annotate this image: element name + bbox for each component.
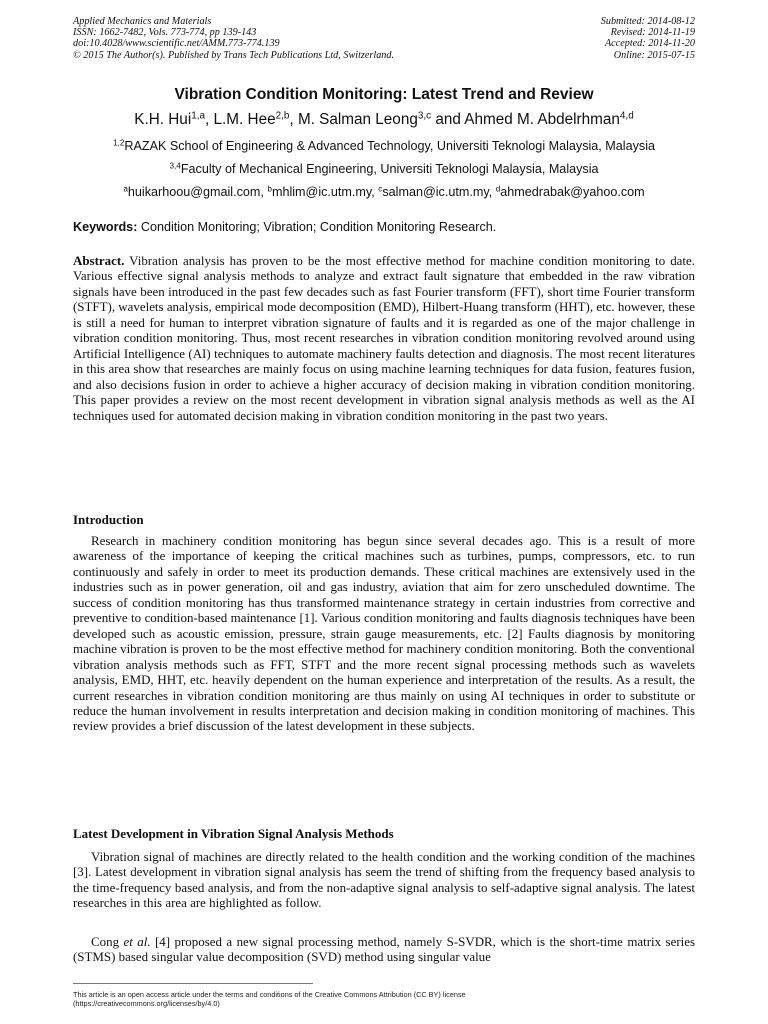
et-al: et al. [123,934,151,949]
affiliation-1 [0,139,768,153]
abstract [73,253,695,423]
doi: doi:10.4028/www.scientific.net/AMM.773-774.139 [73,38,280,50]
affiliation-sup: 3,4 [169,161,181,171]
author-sup: 2,b [275,110,290,122]
section-heading-introduction: Introduction [73,512,144,527]
journal-name: Applied Mechanics and Materials [73,16,212,27]
copyright: © 2015 The Author(s). Published by Trans Tech Publications Ltd, Switzerland. [73,49,395,61]
latest-paragraph-1: Vibration signal of machines are directly related to the health condition and the working condition of the machines [3]. Latest development in vibration signal analysis has seem the trend of shifting from the frequency based analysis to the time-frequency based analysis, and from the non-adaptive signal analysis to self-adaptive signal analysis. The latest researches in this area are highlighted as follow. [73,849,695,911]
author-name: M. Salman Leong [297,111,418,128]
abstract-label: Abstract. [73,253,125,268]
issn: ISSN: 1662-7482, Vols. 773-774, pp 139-143 [73,27,257,39]
email-sup: b [267,184,272,194]
footer-rule [73,983,313,984]
author-name: K.H. Hui [134,111,192,128]
license-line-1: This article is an open access article under the terms and conditions of the Creative Commons Attribution (CC BY) license [73,990,466,999]
abstract-text: Vibration analysis has proven to be the most effective method for machine condition monitoring to date. Various effective signal analysis methods to analyze and extract fault signature that embedded in the raw vibration signals have been introduced in the past few decades such as fast Fourier transform (FFT), short time Fourier transform (STFT), wavelets analysis, empirical mode decomposition (EMD), Hilbert-Huang transform (HHT), etc. however, these is still a need for human to interpret vibration signature of faults and it is regarded as one of the major challenge in vibration condition monitoring. Thus, most recent researches in vibration condition monitoring revolved around using Artificial Intelligence (AI) techniques to automate machinery faults detection and diagnosis. The most recent literatures in this area show that researches are mainly focus on using machine learning techniques for data fusion, features fusion, and also decisions fusion in order to achieve a higher accuracy of decision making in vibration condition monitoring. This paper provides a review on the most recent development in vibration signal analysis methods as well as the AI techniques used for automated decision making in vibration condition monitoring in the past two years. [73,253,695,423]
section-heading-latest-development: Latest Development in Vibration Signal Analysis Methods [73,826,394,841]
author-sup: 3,c [417,110,432,122]
email-sup: a [123,184,128,194]
introduction-paragraph: Research in machinery condition monitoring has begun since several decades ago. This is a result of more awareness of the importance of keeping the critical machines such as turbines, pumps, compressors, etc. to run continuously and safely in order to meet its production demands. These critical machines are extensively used in the industries such as in power generation, oil and gas industry, aviation that aim for zero unscheduled downtime. The success of condition monitoring has thus transformed maintenance strategy in certain industries from corrective and preventive to condition-based maintenance [1]. Various condition monitoring and faults diagnosis techniques have been developed such as acoustic emission, pressure, strain gauge measurements, etc. [2] Faults diagnosis by monitoring machine vibration is proven to be the most effective method for machinery condition monitoring. Both the conventional vibration analysis methods such as FFT, STFT and the more recent signal processing methods such as wavelets analysis, EMD, HHT, etc. heavily dependent on the human experience and interpretation of the results. As a result, the current researches in vibration condition monitoring are thus mainly on using AI techniques in order to substitute or reduce the human involvement in results interpretation and decision making in condition monitoring of machines. This review provides a brief discussion of the latest development in these subjects. [73,533,695,734]
email-d[interactable]: ahmedrabak@yahoo.com [500,185,645,199]
keywords [73,220,695,234]
keywords-text: Condition Monitoring; Vibration; Condition Monitoring Research. [137,220,497,234]
author-sep: , [205,111,214,128]
paper-title: Vibration Condition Monitoring: Latest Trend and Review [174,86,594,103]
keywords-label: Keywords: [73,220,138,234]
email-c[interactable]: salman@ic.utm.my, [382,185,496,199]
submitted-date: Submitted: 2014-08-12 [600,16,695,27]
author-sup: 1,a [191,110,206,122]
affiliation-text: RAZAK School of Engineering & Advanced Technology, Universiti Teknologi Malaysia, Malaysia [124,139,655,153]
author-name: Ahmed M. Abdelrhman [464,111,620,128]
email-a[interactable]: huikarhoou@gmail.com, [127,185,268,199]
accepted-date: Accepted: 2014-11-20 [604,38,695,50]
email-sup: c [378,184,383,194]
affiliation-text: Faculty of Mechanical Engineering, Universiti Teknologi Malaysia, Malaysia [180,162,599,176]
email-sup: d [495,184,501,194]
author-sep: , [289,111,298,128]
revised-date: Revised: 2014-11-19 [610,27,695,39]
email-b[interactable]: mhlim@ic.utm.my, [271,185,379,199]
license-footer [73,990,695,1008]
license-line-2[interactable]: (https://creativecommons.org/licenses/by/4.0) [73,999,220,1008]
page-header [73,16,695,68]
author-name: L.M. Hee [213,111,276,128]
author-sep: and [431,111,465,128]
online-date: Online: 2015-07-15 [613,49,695,61]
author-sup: 4,d [619,110,634,122]
dates-info [601,16,695,61]
author-list [0,111,768,129]
journal-info [73,16,394,61]
latest-paragraph-2-start: Cong [91,934,124,949]
affiliation-sup: 1,2 [112,138,125,148]
latest-paragraph-2 [73,934,695,965]
affiliation-2 [0,162,768,176]
email-line [0,185,768,199]
latest-paragraph-2-rest: [4] proposed a new signal processing method, namely S-SVDR, which is the short-time matrix series (STMS) based singular value decomposition (SVD) method using singular value [73,934,695,965]
